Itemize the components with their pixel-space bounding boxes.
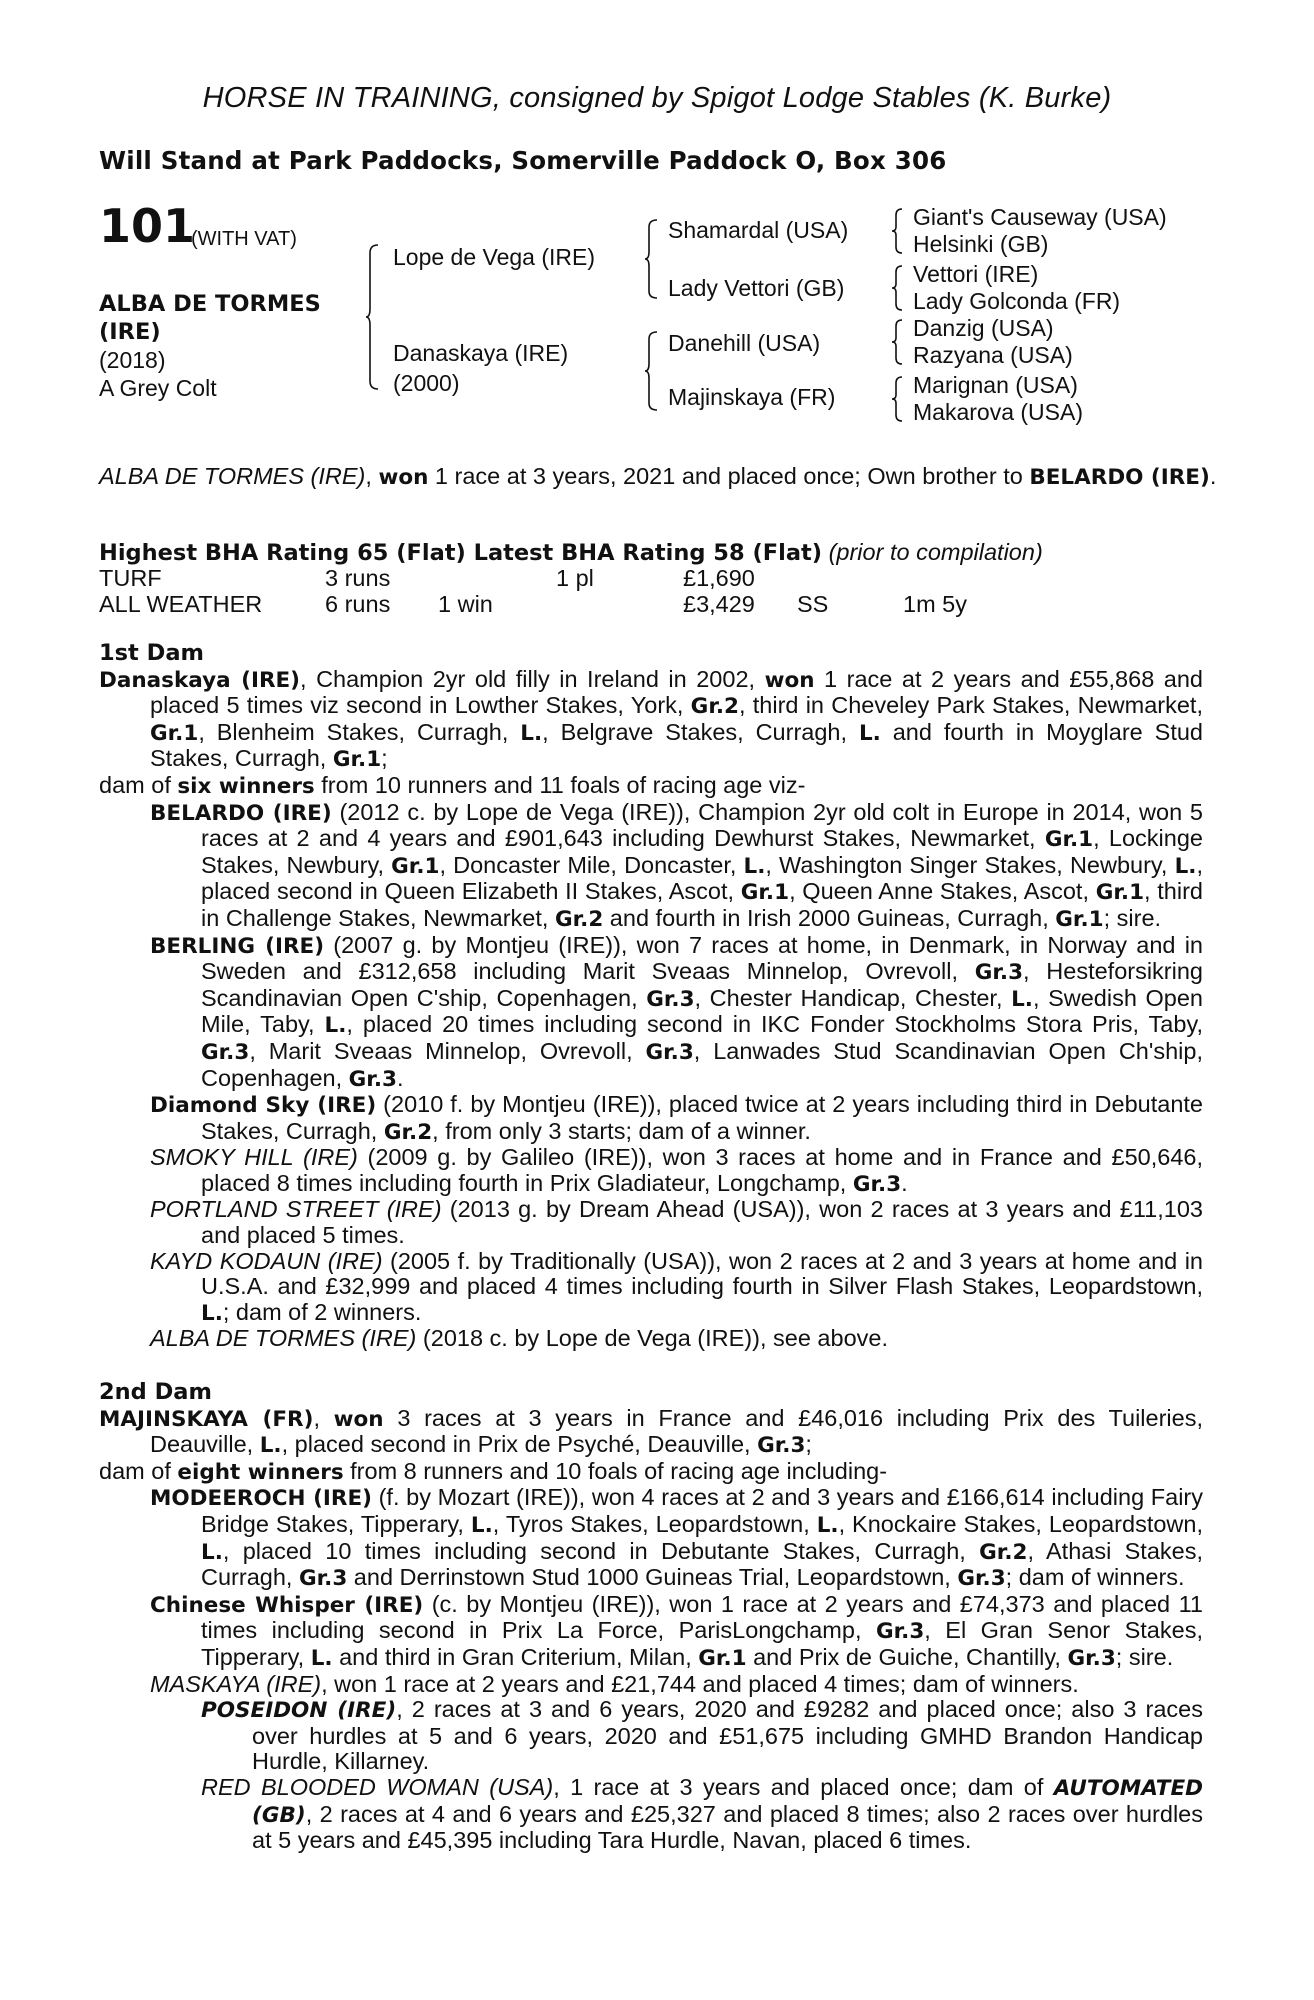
text-fragment: dam of [99, 771, 178, 798]
second-dam-record [99, 1406, 1203, 1459]
text-fragment: and Derrinstown Stud 1000 Guineas Trial, Leopardstown, [347, 1564, 958, 1591]
text-fragment: , Chester Handicap, Chester, [694, 984, 1012, 1011]
text-fragment: Gr.3 [645, 1039, 694, 1065]
text-fragment: L. [816, 1512, 839, 1538]
pedigree-g8: Makarova (USA) [913, 399, 1083, 425]
first-dam-section [99, 641, 1203, 1352]
produce-maskaya [99, 1672, 1203, 1698]
text-fragment: dam of [99, 1457, 178, 1484]
record-row-turf [99, 566, 967, 592]
text-fragment: Gr.3 [201, 1039, 250, 1065]
summary-won: won [378, 465, 429, 490]
produce-berling [99, 933, 1203, 1093]
text-fragment: L. [858, 720, 881, 746]
rating-values: Highest BHA Rating 65 (Flat) Latest BHA Rating 58 (Flat) [99, 540, 823, 566]
text-fragment: Gr.3 [1067, 1645, 1116, 1671]
pedigree-sire: Lope de Vega (IRE) [393, 244, 596, 270]
record-placed [556, 592, 683, 618]
pedigree-brace-g1 [892, 207, 904, 255]
text-fragment: ; dam of 2 winners. [222, 1298, 422, 1325]
text-fragment: , Marit Sveaas Minnelop, Ovrevoll, [249, 1037, 646, 1064]
horse-info [99, 290, 321, 402]
produce-alba-de-tormes [99, 1326, 1203, 1352]
produce-belardo [99, 800, 1203, 933]
text-fragment: KAYD KODAUN (IRE) [150, 1247, 383, 1274]
first-dam-produce-intro [99, 773, 1203, 800]
text-fragment: Gr.2 [383, 1119, 433, 1145]
horse-year: (2018) [99, 347, 166, 373]
produce-kayd-kodaun [99, 1249, 1203, 1327]
text-fragment: Gr.1 [150, 720, 199, 746]
lot-number: 101 [99, 199, 196, 253]
text-fragment: , Champion 2yr old filly in Ireland in 2002, [300, 665, 765, 692]
text-fragment: , Tyros Stakes, Leopardstown, [492, 1510, 817, 1537]
pedigree-g5: Danzig (USA) [913, 315, 1054, 341]
text-fragment: (2005 f. by Traditionally (USA)), won 2 races at 2 and 3 years at home and in U.S.A. and £32,999 and placed 4 times including fourth in Silver Flash Stakes, Leopardstown, [201, 1247, 1203, 1300]
pedigree-g3: Vettori (IRE) [913, 261, 1039, 287]
summary-text: , [365, 463, 379, 489]
text-fragment: , [313, 1404, 334, 1431]
text-fragment: Gr.3 [298, 1566, 348, 1592]
text-fragment: L. [259, 1433, 282, 1459]
record-wins: 1 win [438, 590, 493, 617]
text-fragment: BELARDO (IRE) [150, 800, 332, 826]
text-fragment: from 8 runners and 10 foals of racing age including- [343, 1457, 888, 1484]
text-fragment: Gr.1 [740, 880, 790, 906]
text-fragment: , from only 3 starts; dam of a winner. [432, 1117, 811, 1144]
vat-note: (WITH VAT) [191, 228, 297, 250]
text-fragment: L. [324, 1013, 347, 1039]
stand-location: Will Stand at Park Paddocks, Somerville Paddock O, Box 306 [99, 146, 947, 175]
record-course: SS [797, 590, 829, 617]
text-fragment: ; [805, 1431, 812, 1458]
text-fragment: Gr.3 [974, 960, 1024, 986]
text-fragment: Gr.3 [957, 1566, 1006, 1592]
text-fragment: (c. by Montjeu (IRE)), won 1 race at 2 years and £74,373 and placed 11 times including second in Prix La Force, ParisLongchamp, [201, 1590, 1203, 1644]
text-fragment: Gr.1 [1095, 880, 1145, 906]
text-fragment: won [764, 667, 815, 693]
horse-description: A Grey Colt [99, 375, 217, 401]
produce-modeeroch [99, 1485, 1203, 1591]
text-fragment: (2007 g. by Montjeu (IRE)), won 7 races at home, in Denmark, in Norway and in Sweden and £312,658 including Marit Sveaas Minnelop, Ovrevoll, [201, 931, 1203, 985]
text-fragment: 1 race at 2 years and £55,868 and placed 5 times viz second in Lowther Stakes, York, [150, 665, 1204, 719]
text-fragment: (2009 g. by Galileo (IRE)), won 3 races at home and in France and £50,646, placed 8 times including fourth in Prix Gladiateur, Longchamp, [201, 1144, 1203, 1196]
text-fragment: , Swedish Open Mile, Taby, [201, 984, 1203, 1038]
text-fragment: , Washington Singer Stakes, Newbury, [765, 851, 1175, 878]
record-wins [438, 566, 556, 592]
text-fragment: , Athasi Stakes, Curragh, [201, 1537, 1203, 1591]
text-fragment: PORTLAND STREET (IRE) [150, 1196, 442, 1223]
text-fragment: , Blenheim Stakes, Curragh, [198, 718, 521, 745]
text-fragment: Gr.1 [1044, 827, 1094, 853]
text-fragment: POSEIDON (IRE) [201, 1698, 397, 1724]
text-fragment: , placed 10 times including second in Debutante Stakes, Curragh, [222, 1537, 980, 1564]
pedigree-dam-year: (2000) [393, 370, 460, 396]
text-fragment: RED BLOODED WOMAN (USA) [201, 1773, 554, 1800]
text-fragment: MASKAYA (IRE) [150, 1670, 322, 1697]
text-fragment: L. [201, 1300, 223, 1326]
record-label: TURF [99, 565, 162, 591]
text-fragment: ; dam of winners. [1005, 1564, 1185, 1591]
text-fragment: Gr.2 [554, 906, 604, 932]
text-fragment: , Lanwades Stud Scandinavian Open Ch'ship, Copenhagen, [201, 1037, 1203, 1091]
text-fragment: Diamond Sky (IRE) [150, 1093, 377, 1119]
summary-brother: BELARDO (IRE) [1029, 465, 1210, 490]
pedigree-brace-g4 [892, 375, 904, 423]
text-fragment: Gr.3 [348, 1066, 397, 1092]
text-fragment: , Hesteforsikring Scandinavian Open C'ship, Copenhagen, [201, 958, 1203, 1011]
second-dam-produce-intro [99, 1459, 1203, 1486]
text-fragment: ; sire. [1115, 1643, 1174, 1670]
text-fragment: and fourth in Moyglare Stud Stakes, Curragh, [150, 718, 1203, 772]
pedigree-g1: Giant's Causeway (USA) [913, 204, 1167, 230]
text-fragment: (2013 g. by Dream Ahead (USA)), won 2 races at 3 years and £11,103 and placed 5 times. [201, 1196, 1203, 1249]
text-fragment: SMOKY HILL (IRE) [150, 1144, 358, 1171]
produce-poseidon [99, 1697, 1203, 1775]
text-fragment: , Lockinge Stakes, Newbury, [201, 825, 1203, 878]
pedigree-brace-main [366, 243, 380, 391]
pedigree-dam-dam: Majinskaya (FR) [668, 384, 836, 410]
text-fragment: , Doncaster Mile, Doncaster, [439, 851, 744, 878]
text-fragment: , El Gran Senor Stakes, Tipperary, [201, 1617, 1203, 1670]
summary-name: ALBA DE TORMES (IRE) [99, 463, 366, 489]
text-fragment: , 2 races at 4 and 6 years and £25,327 and placed 8 times; also 2 races over hurdles at 5 years and £45,395 including Tara Hurdle, Navan, placed 6 times. [252, 1800, 1203, 1854]
text-fragment: ALBA DE TORMES (IRE) [150, 1325, 417, 1352]
text-fragment: from 10 runners and 11 foals of racing age viz- [314, 771, 806, 798]
text-fragment: , Knockaire Stakes, Leopardstown, [838, 1510, 1203, 1537]
text-fragment: , 1 race at 3 years and placed once; dam of [553, 1773, 1054, 1800]
produce-red-blooded-woman [99, 1775, 1203, 1854]
text-fragment: Gr.3 [757, 1433, 806, 1459]
pedigree-g6: Razyana (USA) [913, 342, 1073, 368]
pedigree-brace-dam [645, 330, 659, 412]
pedigree-dam: Danaskaya (IRE) [393, 340, 569, 366]
text-fragment: L. [1011, 986, 1033, 1012]
text-fragment: L. [743, 853, 766, 879]
text-fragment: L. [1174, 853, 1197, 879]
text-fragment: Gr.2 [690, 694, 739, 720]
horse-origin: (IRE) [99, 319, 161, 345]
text-fragment: MAJINSKAYA (FR) [99, 1406, 314, 1432]
text-fragment: Gr.3 [646, 986, 695, 1012]
pedigree-brace-g3 [892, 318, 904, 366]
pedigree-brace-g2 [892, 264, 904, 312]
text-fragment: ; [381, 745, 388, 772]
text-fragment: , Belgrave Stakes, Curragh, [542, 718, 859, 745]
text-fragment: , 2 races at 3 and 6 years, 2020 and £9282 and placed once; also 3 races over hurdles at 5 and 6 years, 2020 and £51,675 including GMHD Brandon Handicap Hurdle, Killarney. [252, 1696, 1203, 1775]
record-placed: 1 pl [556, 565, 594, 591]
text-fragment: Gr.3 [875, 1619, 925, 1645]
text-fragment: Gr.1 [698, 1645, 747, 1671]
text-fragment: (2010 f. by Montjeu (IRE)), placed twice at 2 years including third in Debutante Stakes, Curragh, [201, 1091, 1203, 1144]
horse-name: ALBA DE TORMES [99, 291, 321, 317]
record-runs: 6 runs [325, 590, 391, 617]
summary-text: . [1209, 463, 1217, 489]
text-fragment: (2018 c. by Lope de Vega (IRE)), see above. [416, 1325, 888, 1352]
text-fragment: , placed 20 times including second in IKC Fonder Stockholms Stora Pris, Taby, [346, 1011, 1203, 1038]
text-fragment: , won 1 race at 2 years and £21,744 and placed 4 times; dam of winners. [321, 1670, 1079, 1697]
text-fragment: L. [310, 1645, 333, 1671]
text-fragment: eight winners [177, 1459, 344, 1485]
text-fragment: L. [201, 1539, 223, 1565]
text-fragment: AUTOMATED (GB) [252, 1775, 1203, 1828]
rating-note: (prior to compilation) [828, 539, 1043, 565]
record-row-aw [99, 592, 967, 618]
record-distance: 1m 5y [903, 590, 967, 617]
text-fragment: Gr.1 [391, 853, 440, 879]
pedigree-brace-sire [645, 218, 659, 300]
race-record [99, 566, 1203, 617]
text-fragment: (2012 c. by Lope de Vega (IRE)), Champion 2yr old colt in Europe in 2014, won 5 races at 2 and 4 years and £901,643 including Dewhurst Stakes, Newmarket, [201, 798, 1203, 852]
record-money: £1,690 [683, 565, 755, 591]
second-dam-section [99, 1380, 1203, 1854]
text-fragment: , placed second in Queen Elizabeth II Stakes, Ascot, [201, 851, 1203, 905]
rating-line [99, 540, 1203, 567]
record-money: £3,429 [683, 590, 755, 617]
text-fragment: and Prix de Guiche, Chantilly, [746, 1643, 1068, 1670]
text-fragment: ; sire. [1103, 904, 1162, 931]
text-fragment: L. [520, 720, 543, 746]
text-fragment: Gr.1 [332, 747, 382, 773]
text-fragment: and third in Gran Criterium, Milan, [332, 1643, 699, 1670]
record-label: ALL WEATHER [99, 590, 263, 617]
text-fragment: and fourth in Irish 2000 Guineas, Curragh, [603, 904, 1056, 931]
produce-smoky-hill [99, 1145, 1203, 1197]
produce-chinese-whisper [99, 1592, 1203, 1672]
text-fragment: . [396, 1064, 404, 1091]
text-fragment: 3 races at 3 years in France and £46,016 including Prix des Tuileries, Deauville, [150, 1404, 1203, 1458]
text-fragment: . [901, 1169, 908, 1196]
pedigree-dam-sire: Danehill (USA) [668, 330, 821, 356]
text-fragment: Chinese Whisper (IRE) [150, 1592, 424, 1618]
text-fragment: , placed second in Prix de Psyché, Deauville, [281, 1431, 758, 1458]
text-fragment: six winners [177, 773, 315, 799]
produce-diamond-sky [99, 1092, 1203, 1145]
text-fragment: , third in Cheveley Park Stakes, Newmarket, [738, 692, 1203, 719]
first-dam-record [99, 667, 1203, 773]
dam-name: Danaskaya (IRE) [99, 667, 301, 693]
race-summary [99, 464, 1254, 491]
record-distance [903, 566, 967, 592]
text-fragment: BERLING (IRE) [150, 933, 325, 959]
text-fragment: won [333, 1406, 384, 1432]
text-fragment: Gr.3 [852, 1171, 902, 1197]
second-dam-heading: 2nd Dam [99, 1379, 212, 1405]
text-fragment: L. [470, 1512, 493, 1538]
text-fragment: (f. by Mozart (IRE)), won 4 races at 2 and 3 years and £166,614 including Fairy Bridge Stakes, Tipperary, [201, 1484, 1203, 1537]
text-fragment: , Queen Anne Stakes, Ascot, [789, 878, 1096, 905]
pedigree-sire-sire: Shamardal (USA) [668, 217, 849, 243]
record-course [797, 566, 903, 592]
produce-portland-street [99, 1197, 1203, 1248]
text-fragment: Gr.1 [1055, 906, 1104, 932]
first-dam-heading: 1st Dam [99, 640, 204, 666]
text-fragment: MODEEROCH (IRE) [150, 1486, 372, 1512]
pedigree-sire-dam-name: Lady Vettori (GB) [668, 275, 845, 301]
pedigree-g2: Helsinki (GB) [913, 231, 1049, 257]
summary-text: 1 race at 3 years, 2021 and placed once; Own brother to [428, 463, 1030, 489]
record-runs: 3 runs [325, 565, 391, 591]
pedigree-g7: Marignan (USA) [913, 372, 1078, 398]
page-header: HORSE IN TRAINING, consigned by Spigot Lodge Stables (K. Burke) [202, 82, 1112, 114]
text-fragment: , third in Challenge Stakes, Newmarket, [201, 878, 1203, 931]
pedigree-g4: Lady Golconda (FR) [913, 288, 1121, 314]
text-fragment: Gr.2 [979, 1539, 1028, 1565]
